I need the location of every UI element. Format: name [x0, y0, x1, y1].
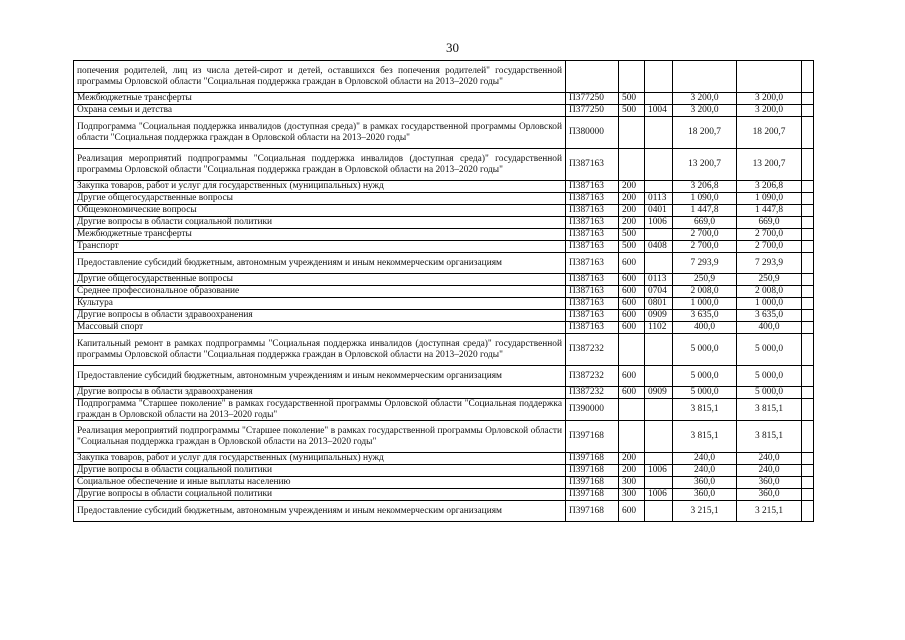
amount-year-2: 3 200,0 — [737, 105, 802, 117]
expense-type-code: 200 — [619, 217, 645, 229]
row-name: Другие вопросы в области социальной политики — [74, 465, 566, 477]
amount-year-1: 669,0 — [673, 217, 737, 229]
table-row — [74, 477, 814, 489]
target-article-code: П387232 — [566, 366, 619, 387]
expense-type-code — [619, 334, 645, 366]
empty-cell — [802, 421, 814, 453]
amount-year-1: 3 200,0 — [673, 105, 737, 117]
empty-cell — [802, 181, 814, 193]
section-code: 0113 — [645, 274, 673, 286]
empty-cell — [802, 310, 814, 322]
empty-cell — [802, 489, 814, 501]
empty-cell — [802, 241, 814, 253]
table-row — [74, 286, 814, 298]
section-code: 0408 — [645, 241, 673, 253]
target-article-code: П387163 — [566, 286, 619, 298]
amount-year-2: 18 200,7 — [737, 117, 802, 149]
empty-cell — [802, 399, 814, 421]
amount-year-1: 1 000,0 — [673, 298, 737, 310]
empty-cell — [802, 501, 814, 522]
amount-year-2: 3 635,0 — [737, 310, 802, 322]
table-row — [74, 93, 814, 105]
amount-year-1: 18 200,7 — [673, 117, 737, 149]
amount-year-1: 3 815,1 — [673, 421, 737, 453]
empty-cell — [802, 217, 814, 229]
section-code: 1004 — [645, 105, 673, 117]
table-row — [74, 205, 814, 217]
amount-year-1: 5 000,0 — [673, 334, 737, 366]
amount-year-2: 1 000,0 — [737, 298, 802, 310]
row-name: Межбюджетные трансферты — [74, 93, 566, 105]
amount-year-2: 13 200,7 — [737, 149, 802, 181]
expense-type-code: 600 — [619, 274, 645, 286]
amount-year-2: 2 700,0 — [737, 229, 802, 241]
target-article-code: П380000 — [566, 117, 619, 149]
row-name: Предоставление субсидий бюджетным, автономным учреждениям и иным некоммерческим организациям — [74, 253, 566, 274]
amount-year-1: 240,0 — [673, 453, 737, 465]
expense-type-code: 600 — [619, 387, 645, 399]
section-code — [645, 253, 673, 274]
amount-year-1: 240,0 — [673, 465, 737, 477]
amount-year-1: 2 700,0 — [673, 229, 737, 241]
empty-cell — [802, 286, 814, 298]
amount-year-2: 3 815,1 — [737, 399, 802, 421]
table-row — [74, 322, 814, 334]
empty-cell — [802, 149, 814, 181]
empty-cell — [802, 105, 814, 117]
row-name: попечения родителей, лиц из числа детей-сирот и детей, оставшихся без попечения родителей" государственной программы Орловской области "Социальная поддержка граждан в Орловской области на 2013–2020 годы" — [74, 61, 566, 93]
row-name: Культура — [74, 298, 566, 310]
expense-type-code: 600 — [619, 322, 645, 334]
expense-type-code — [619, 421, 645, 453]
amount-year-2: 3 206,8 — [737, 181, 802, 193]
target-article-code: П387163 — [566, 310, 619, 322]
row-name: Межбюджетные трансферты — [74, 229, 566, 241]
amount-year-2: 400,0 — [737, 322, 802, 334]
table-row — [74, 334, 814, 366]
row-name: Реализация мероприятий подпрограммы "Старшее поколение" в рамках государственной программы Орловской области "Социальная поддержка граждан в Орловской области на 2013–2020 годы" — [74, 421, 566, 453]
target-article-code: П377250 — [566, 93, 619, 105]
target-article-code: П397168 — [566, 453, 619, 465]
section-code — [645, 334, 673, 366]
row-name: Предоставление субсидий бюджетным, автономным учреждениям и иным некоммерческим организациям — [74, 501, 566, 522]
table-row — [74, 421, 814, 453]
target-article-code: П377250 — [566, 105, 619, 117]
target-article-code: П387163 — [566, 274, 619, 286]
amount-year-2: 360,0 — [737, 489, 802, 501]
amount-year-1: 250,9 — [673, 274, 737, 286]
table-row — [74, 274, 814, 286]
row-name: Другие вопросы в области здравоохранения — [74, 310, 566, 322]
amount-year-1: 1 447,8 — [673, 205, 737, 217]
amount-year-2: 7 293,9 — [737, 253, 802, 274]
row-name: Другие общегосударственные вопросы — [74, 274, 566, 286]
row-name: Другие вопросы в области социальной политики — [74, 489, 566, 501]
row-name: Подпрограмма "Старшее поколение" в рамках государственной программы Орловской области "Социальная поддержка граждан в Орловской области на 2013–2020 годы" — [74, 399, 566, 421]
section-code: 1102 — [645, 322, 673, 334]
amount-year-2: 240,0 — [737, 465, 802, 477]
amount-year-2: 5 000,0 — [737, 387, 802, 399]
target-article-code: П387163 — [566, 149, 619, 181]
empty-cell — [802, 274, 814, 286]
amount-year-1: 5 000,0 — [673, 366, 737, 387]
target-article-code: П397168 — [566, 501, 619, 522]
section-code — [645, 61, 673, 93]
empty-cell — [802, 253, 814, 274]
amount-year-1: 3 200,0 — [673, 93, 737, 105]
section-code: 1006 — [645, 489, 673, 501]
target-article-code — [566, 61, 619, 93]
target-article-code: П387163 — [566, 229, 619, 241]
section-code: 1006 — [645, 465, 673, 477]
target-article-code: П387163 — [566, 193, 619, 205]
row-name: Предоставление субсидий бюджетным, автономным учреждениям и иным некоммерческим организациям — [74, 366, 566, 387]
amount-year-2: 669,0 — [737, 217, 802, 229]
amount-year-2: 2 700,0 — [737, 241, 802, 253]
amount-year-1: 5 000,0 — [673, 387, 737, 399]
empty-cell — [802, 453, 814, 465]
expense-type-code: 600 — [619, 366, 645, 387]
amount-year-1: 3 815,1 — [673, 399, 737, 421]
expense-type-code: 200 — [619, 193, 645, 205]
table-row — [74, 117, 814, 149]
expense-type-code — [619, 61, 645, 93]
section-code — [645, 501, 673, 522]
empty-cell — [802, 477, 814, 489]
row-name: Массовый спорт — [74, 322, 566, 334]
table-row — [74, 298, 814, 310]
table-row — [74, 489, 814, 501]
expense-type-code: 600 — [619, 286, 645, 298]
expense-type-code: 600 — [619, 298, 645, 310]
expense-type-code — [619, 149, 645, 181]
row-name: Социальное обеспечение и иные выплаты населению — [74, 477, 566, 489]
section-code — [645, 181, 673, 193]
amount-year-1: 360,0 — [673, 477, 737, 489]
row-name: Закупка товаров, работ и услуг для государственных (муниципальных) нужд — [74, 181, 566, 193]
amount-year-2: 5 000,0 — [737, 366, 802, 387]
target-article-code: П397168 — [566, 477, 619, 489]
expense-type-code: 500 — [619, 241, 645, 253]
empty-cell — [802, 93, 814, 105]
table-row — [74, 149, 814, 181]
amount-year-1: 3 206,8 — [673, 181, 737, 193]
target-article-code: П387163 — [566, 253, 619, 274]
section-code — [645, 229, 673, 241]
section-code: 1006 — [645, 217, 673, 229]
row-name: Охрана семьи и детства — [74, 105, 566, 117]
empty-cell — [802, 298, 814, 310]
target-article-code: П390000 — [566, 399, 619, 421]
table-row — [74, 181, 814, 193]
amount-year-2: 360,0 — [737, 477, 802, 489]
expense-type-code — [619, 399, 645, 421]
amount-year-2: 240,0 — [737, 453, 802, 465]
table-row — [74, 310, 814, 322]
target-article-code: П387163 — [566, 298, 619, 310]
amount-year-2 — [737, 61, 802, 93]
section-code: 0401 — [645, 205, 673, 217]
target-article-code: П387163 — [566, 217, 619, 229]
amount-year-2: 1 090,0 — [737, 193, 802, 205]
section-code — [645, 149, 673, 181]
empty-cell — [802, 229, 814, 241]
target-article-code: П397168 — [566, 489, 619, 501]
amount-year-1 — [673, 61, 737, 93]
row-name: Подпрограмма "Социальная поддержка инвалидов (доступная среда)" в рамках государственной программы Орловской области "Социальная поддержка граждан в Орловской области на 2013–2020 годы" — [74, 117, 566, 149]
expense-type-code: 600 — [619, 253, 645, 274]
row-name: Другие вопросы в области социальной политики — [74, 217, 566, 229]
table-row — [74, 217, 814, 229]
table-row — [74, 193, 814, 205]
empty-cell — [802, 465, 814, 477]
expense-type-code — [619, 117, 645, 149]
expense-type-code: 300 — [619, 477, 645, 489]
amount-year-1: 3 635,0 — [673, 310, 737, 322]
table-row — [74, 501, 814, 522]
expense-type-code: 600 — [619, 501, 645, 522]
target-article-code: П387163 — [566, 241, 619, 253]
expense-type-code: 500 — [619, 229, 645, 241]
amount-year-1: 400,0 — [673, 322, 737, 334]
expense-type-code: 200 — [619, 453, 645, 465]
row-name: Среднее профессиональное образование — [74, 286, 566, 298]
target-article-code: П387163 — [566, 322, 619, 334]
table-row — [74, 387, 814, 399]
budget-table-body — [74, 61, 814, 522]
row-name: Другие вопросы в области здравоохранения — [74, 387, 566, 399]
target-article-code: П397168 — [566, 421, 619, 453]
empty-cell — [802, 117, 814, 149]
empty-cell — [802, 205, 814, 217]
empty-cell — [802, 334, 814, 366]
row-name: Транспорт — [74, 241, 566, 253]
table-row — [74, 253, 814, 274]
empty-cell — [802, 322, 814, 334]
target-article-code: П387163 — [566, 181, 619, 193]
section-code: 0113 — [645, 193, 673, 205]
expense-type-code: 200 — [619, 205, 645, 217]
page-number: 30 — [446, 40, 459, 55]
amount-year-2: 2 008,0 — [737, 286, 802, 298]
amount-year-2: 3 215,1 — [737, 501, 802, 522]
section-code — [645, 93, 673, 105]
expense-type-code: 500 — [619, 105, 645, 117]
target-article-code: П387232 — [566, 387, 619, 399]
section-code — [645, 421, 673, 453]
empty-cell — [802, 193, 814, 205]
table-row — [74, 61, 814, 93]
expense-type-code: 200 — [619, 181, 645, 193]
amount-year-2: 250,9 — [737, 274, 802, 286]
row-name: Капитальный ремонт в рамках подпрограммы "Социальная поддержка инвалидов (доступная среда)" государственной программы Орловской области "Социальная поддержка граждан в Орловской области на 2013–2020 годы" — [74, 334, 566, 366]
row-name: Реализация мероприятий подпрограммы "Социальная поддержка инвалидов (доступная среда)" государственной программы Орловской области "Социальная поддержка граждан в Орловской области на 2013–2020 годы" — [74, 149, 566, 181]
budget-table — [73, 60, 814, 522]
amount-year-2: 1 447,8 — [737, 205, 802, 217]
target-article-code: П387163 — [566, 205, 619, 217]
amount-year-2: 3 815,1 — [737, 421, 802, 453]
table-row — [74, 366, 814, 387]
section-code: 0909 — [645, 310, 673, 322]
empty-cell — [802, 387, 814, 399]
table-row — [74, 105, 814, 117]
section-code: 0909 — [645, 387, 673, 399]
amount-year-2: 5 000,0 — [737, 334, 802, 366]
empty-cell — [802, 366, 814, 387]
amount-year-1: 3 215,1 — [673, 501, 737, 522]
section-code — [645, 453, 673, 465]
expense-type-code: 200 — [619, 465, 645, 477]
expense-type-code: 500 — [619, 93, 645, 105]
table-row — [74, 453, 814, 465]
target-article-code: П387232 — [566, 334, 619, 366]
section-code — [645, 117, 673, 149]
section-code: 0801 — [645, 298, 673, 310]
row-name: Закупка товаров, работ и услуг для государственных (муниципальных) нужд — [74, 453, 566, 465]
table-row — [74, 241, 814, 253]
amount-year-1: 2 700,0 — [673, 241, 737, 253]
amount-year-1: 13 200,7 — [673, 149, 737, 181]
amount-year-1: 7 293,9 — [673, 253, 737, 274]
section-code: 0704 — [645, 286, 673, 298]
amount-year-2: 3 200,0 — [737, 93, 802, 105]
table-row — [74, 465, 814, 477]
row-name: Другие общегосударственные вопросы — [74, 193, 566, 205]
expense-type-code: 300 — [619, 489, 645, 501]
table-row — [74, 229, 814, 241]
amount-year-1: 1 090,0 — [673, 193, 737, 205]
row-name: Общеэкономические вопросы — [74, 205, 566, 217]
amount-year-1: 360,0 — [673, 489, 737, 501]
section-code — [645, 399, 673, 421]
section-code — [645, 477, 673, 489]
expense-type-code: 600 — [619, 310, 645, 322]
empty-cell — [802, 61, 814, 93]
table-row — [74, 399, 814, 421]
amount-year-1: 2 008,0 — [673, 286, 737, 298]
section-code — [645, 366, 673, 387]
target-article-code: П397168 — [566, 465, 619, 477]
